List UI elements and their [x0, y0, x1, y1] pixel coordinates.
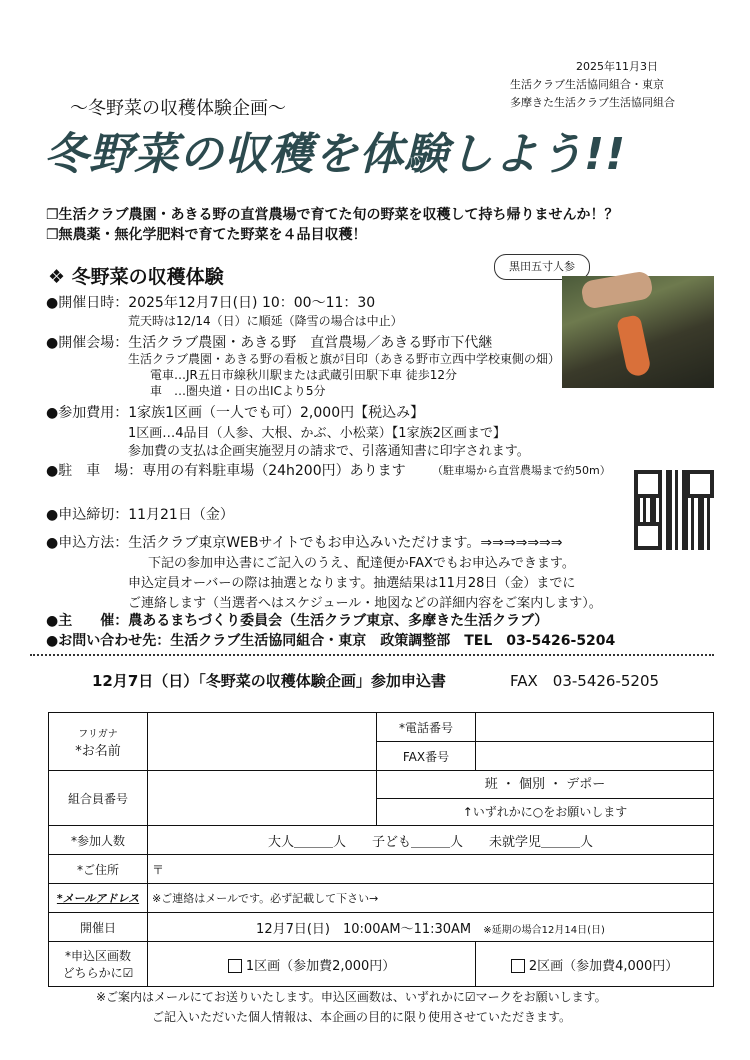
email-label: *メールアドレス — [49, 884, 148, 913]
plot-2-label: 2区画（参加費4,000円） — [528, 958, 679, 974]
section-title: ❖ 冬野菜の収穫体験 — [48, 266, 224, 288]
qr-corner — [634, 470, 662, 498]
event-date-note: ※延期の場合12月14日(日) — [483, 924, 605, 936]
event-date-cell — [148, 913, 714, 942]
detail-method: ●申込方法：生活クラブ東京WEBサイトでもお申込みいただけます。⇒⇒⇒⇒⇒⇒⇒ — [46, 535, 563, 551]
plot-2-option[interactable] — [476, 942, 714, 987]
photo-label: 黒田五寸人参 — [494, 254, 590, 280]
name-input[interactable] — [148, 713, 377, 771]
member-no-input[interactable] — [148, 771, 377, 826]
event-date-value: 12月7日(日) 10:00AM〜11:30AM — [256, 921, 472, 937]
participants-label: *参加人数 — [49, 826, 148, 855]
intro-line-1: ❐生活クラブ農園・あきる野の直営農場で育てた旬の野菜を収穫して持ち帰りませんか！？ — [46, 207, 619, 223]
fax-label: FAX番号 — [377, 742, 476, 771]
address-input[interactable]: 〒 — [148, 855, 714, 884]
name-label-cell — [49, 713, 148, 771]
detail-method-note-2: 申込定員オーバーの際は抽選となります。抽選結果は11月28日（金）までに — [128, 576, 576, 591]
carrot-photo — [562, 276, 714, 388]
detail-venue: ●開催会場：生活クラブ農園・あきる野 直営農場／あきる野市下代継 — [46, 335, 493, 351]
plot-1-label: 1区画（参加費2,000円） — [245, 958, 396, 974]
detail-datetime-note: 荒天時は12/14（日）に順延（降雪の場合は中止） — [128, 314, 403, 328]
organization-2: 多摩きた生活クラブ生活協同組合 — [510, 96, 675, 109]
name-label: *お名前 — [75, 743, 121, 759]
plots-label-cell — [49, 942, 148, 987]
event-date-label: 開催日 — [49, 913, 148, 942]
detail-fee-note-1: 1区画…4品目（人参、大根、かぶ、小松菜）【1家族2区画まで】 — [128, 426, 506, 441]
detail-host: ●主 催：農あるまちづくり委員会（生活クラブ東京、多摩きた生活クラブ） — [46, 613, 549, 629]
footer-line-2: ご記入いただいた個人情報は、本企画の目的に限り使用させていただきます。 — [152, 1010, 572, 1024]
qr-corner — [686, 470, 714, 498]
furigana-label: フリガナ — [78, 728, 118, 740]
carrot-shape — [616, 314, 652, 378]
detail-fee-note-2: 参加費の支払は企画実施翌月の請求で、引落通知書に印字されます。 — [128, 444, 530, 459]
hand-shape — [580, 270, 654, 310]
form-title: 12月7日（日）「冬野菜の収穫体験企画」参加申込書 — [92, 672, 446, 690]
detail-fee: ●参加費用：1家族1区画（一人でも可）2,000円【税込み】 — [46, 405, 425, 421]
plots-label: *申込区画数 — [64, 949, 131, 963]
page-subtitle: 〜冬野菜の収穫体験企画〜 — [70, 98, 286, 119]
detail-venue-note-1: 生活クラブ農園・あきる野の看板と旗が目印（あきる野市立西中学校東側の畑） — [128, 352, 561, 366]
page-title: 冬野菜の収穫を体験しよう!! — [44, 129, 627, 180]
delivery-cell[interactable] — [377, 771, 714, 826]
member-no-label: 組合員番号 — [49, 771, 148, 826]
plots-label-2: どちらかに☑ — [62, 966, 134, 980]
fax-input[interactable] — [476, 742, 714, 771]
phone-input[interactable] — [476, 713, 714, 742]
issue-date: 2025年11月3日 — [576, 60, 658, 73]
intro-line-2: ❐無農薬・無化学肥料で育てた野菜を４品目収穫！ — [46, 227, 367, 243]
phone-label: *電話番号 — [377, 713, 476, 742]
organization-1: 生活クラブ生活協同組合・東京 — [510, 78, 664, 91]
footer-line-1: ※ご案内はメールにてお送りいたします。申込区画数は、いずれかに☑マークをお願いします。 — [96, 990, 607, 1004]
qr-corner — [634, 522, 662, 550]
email-input[interactable]: ※ご連絡はメールです。必ず記載して下さい→ — [148, 884, 714, 913]
application-form — [48, 712, 714, 987]
plot-1-checkbox[interactable] — [228, 959, 242, 973]
plot-1-option[interactable] — [148, 942, 476, 987]
detail-deadline: ●申込締切：11月21日（金） — [46, 507, 234, 523]
participants-input[interactable]: 大人＿＿＿人 子ども＿＿＿人 未就学児＿＿＿人 — [148, 826, 714, 855]
plot-2-checkbox[interactable] — [511, 959, 525, 973]
detail-venue-note-2: 電車…JR五日市線秋川駅または武蔵引田駅下車 徒歩12分 — [150, 368, 457, 382]
detail-venue-note-3: 車 …圏央道・日の出ICより5分 — [150, 384, 326, 398]
form-fax: FAX 03-5426-5205 — [510, 672, 660, 690]
detail-method-note-3: ご連絡します（当選者へはスケジュール・地図などの詳細内容をご案内します）。 — [128, 596, 602, 611]
address-label: *ご住所 — [49, 855, 148, 884]
detail-parking: ●駐 車 場：専用の有料駐車場（24h200円）あります — [46, 463, 406, 479]
qr-code[interactable] — [634, 470, 714, 550]
detail-method-note-1: 下記の参加申込書にご記入のうえ、配達便かFAXでもお申込みできます。 — [148, 556, 575, 571]
detail-parking-note: （駐車場から直営農場まで約50m） — [432, 464, 611, 477]
cut-line — [30, 654, 714, 656]
delivery-options[interactable]: 班 ・ 個別 ・ デポー — [377, 772, 713, 799]
detail-datetime: ●開催日時：2025年12月7日(日) 10：00〜11：30 — [46, 295, 376, 311]
detail-contact: ●お問い合わせ先：生活クラブ生活協同組合・東京 政策調整部 TEL 03-5426-5204 — [46, 633, 616, 649]
delivery-note: ↑いずれかに○をお願いします — [462, 804, 628, 819]
